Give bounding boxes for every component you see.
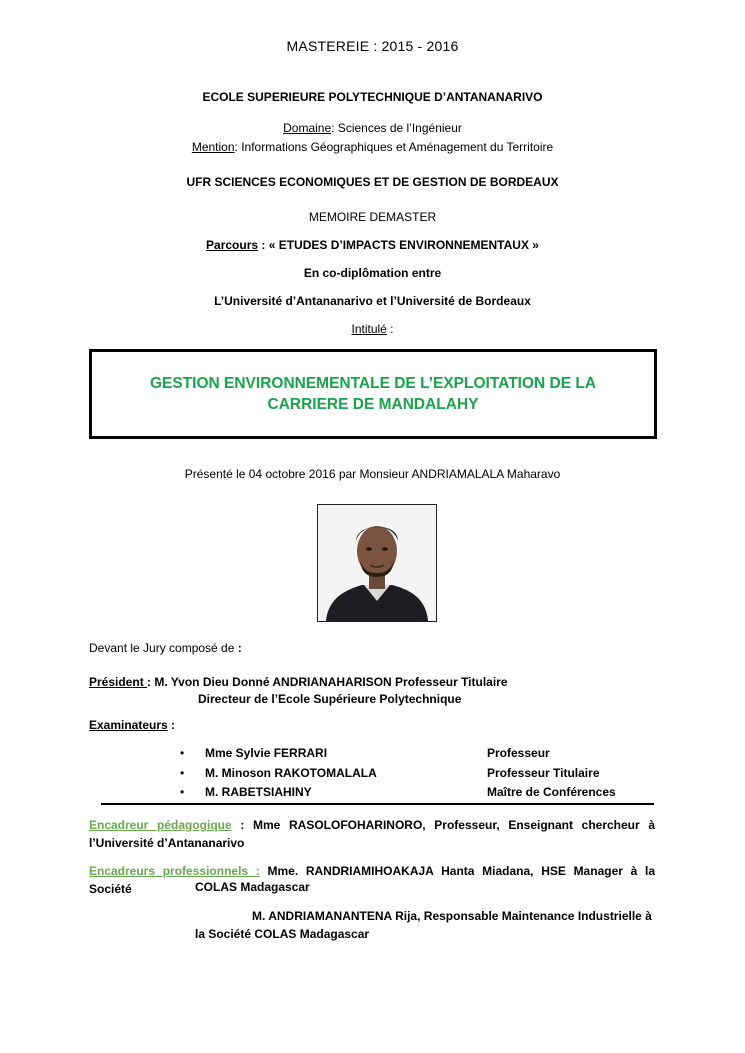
thesis-title: GESTION ENVIRONNEMENTALE DE L’EXPLOITATION DE LA CARRIERE DE MANDALAHY bbox=[149, 375, 597, 413]
presentation-line: Présenté le 04 octobre 2016 par Monsieur ANDRIAMALALA Maharavo bbox=[184, 467, 561, 481]
jury-intro bbox=[89, 641, 242, 655]
domain-value: : Sciences de l’Ingénieur bbox=[331, 121, 462, 135]
examinateur-title: Professeur bbox=[487, 746, 550, 760]
ufr-name: UFR SCIENCES ECONOMIQUES ET DE GESTION DE BORDEAUX bbox=[186, 175, 559, 189]
thesis-title-box bbox=[89, 349, 657, 439]
mention-label: Mention bbox=[191, 140, 235, 154]
author-photo bbox=[317, 504, 437, 622]
mention-value: : Informations Géographiques et Aménagement du Territoire bbox=[234, 140, 554, 154]
president-label: Président bbox=[89, 675, 148, 689]
examinateur-name: Mme Sylvie FERRARI bbox=[205, 746, 328, 760]
domain-label: Domaine bbox=[283, 121, 332, 135]
parcours-value: : « ETUDES D’IMPACTS ENVIRONNEMENTAUX » bbox=[258, 238, 539, 252]
mention-line bbox=[0, 140, 745, 154]
encadreurs-professionnels-label: Encadreurs professionnels : bbox=[89, 864, 260, 878]
encadreur-pro-1-continued: COLAS Madagascar bbox=[195, 880, 310, 894]
president-line bbox=[89, 675, 508, 689]
bullet-icon: • bbox=[180, 746, 185, 760]
jury-intro-colon: : bbox=[237, 641, 242, 655]
author-portrait-image bbox=[318, 505, 436, 621]
encadreur-pro-1: Mme. RANDRIAMIHOAKAJA Hanta Miadana, HSE Manager à la Société bbox=[89, 864, 655, 896]
school-name: ECOLE SUPERIEURE POLYTECHNIQUE D’ANTANANARIVO bbox=[202, 90, 543, 104]
encadreur-pedagogique-label: Encadreur pédagogique bbox=[89, 818, 232, 832]
memoire-label: MEMOIRE DEMASTER bbox=[308, 210, 437, 224]
examinateurs-label: Examinateurs bbox=[89, 718, 168, 732]
examinateur-title: Professeur Titulaire bbox=[487, 766, 600, 780]
examinateur-row bbox=[180, 766, 650, 784]
encadreur-pedagogique-value: : Mme RASOLOFOHARINORO, Professeur, Enseignant chercheur à l’Université d’Antananarivo bbox=[89, 818, 655, 850]
jury-intro-text: Devant le Jury composé de bbox=[89, 641, 238, 655]
president-role: Directeur de l’Ecole Supérieure Polytechnique bbox=[198, 692, 462, 706]
examinateurs-colon: : bbox=[167, 718, 176, 732]
encadreur-pro-2-continued: la Société COLAS Madagascar bbox=[195, 927, 370, 941]
examinateurs-heading bbox=[89, 718, 175, 732]
examinateur-name: M. RABETSIAHINY bbox=[205, 785, 312, 799]
bullet-icon: • bbox=[180, 766, 185, 780]
president-value: : M. Yvon Dieu Donné ANDRIANAHARISON Professeur Titulaire bbox=[147, 675, 508, 689]
intitule-label: Intitulé bbox=[351, 322, 387, 336]
examinateur-row bbox=[180, 746, 650, 764]
intitule-line bbox=[0, 322, 745, 336]
universities-line: L’Université d’Antananarivo et l’Université de Bordeaux bbox=[214, 294, 531, 308]
encadreurs-professionnels bbox=[89, 862, 655, 898]
examinateur-row bbox=[180, 785, 650, 803]
codiplomation-line: En co-diplômation entre bbox=[303, 266, 442, 280]
examinateur-title: Maître de Conférences bbox=[487, 785, 616, 799]
intitule-colon: : bbox=[386, 322, 394, 336]
section-divider bbox=[101, 803, 654, 805]
encadreur-pedagogique bbox=[89, 816, 655, 852]
bullet-icon: • bbox=[180, 785, 185, 799]
examinateur-name: M. Minoson RAKOTOMALALA bbox=[205, 766, 377, 780]
domain-line bbox=[0, 121, 745, 135]
encadreur-pro-2: M. ANDRIAMANANTENA Rija, Responsable Maintenance Industrielle à bbox=[252, 909, 652, 923]
parcours-label: Parcours bbox=[206, 238, 259, 252]
parcours-line bbox=[0, 238, 745, 252]
session-header: MASTEREIE : 2015 - 2016 bbox=[286, 38, 459, 54]
